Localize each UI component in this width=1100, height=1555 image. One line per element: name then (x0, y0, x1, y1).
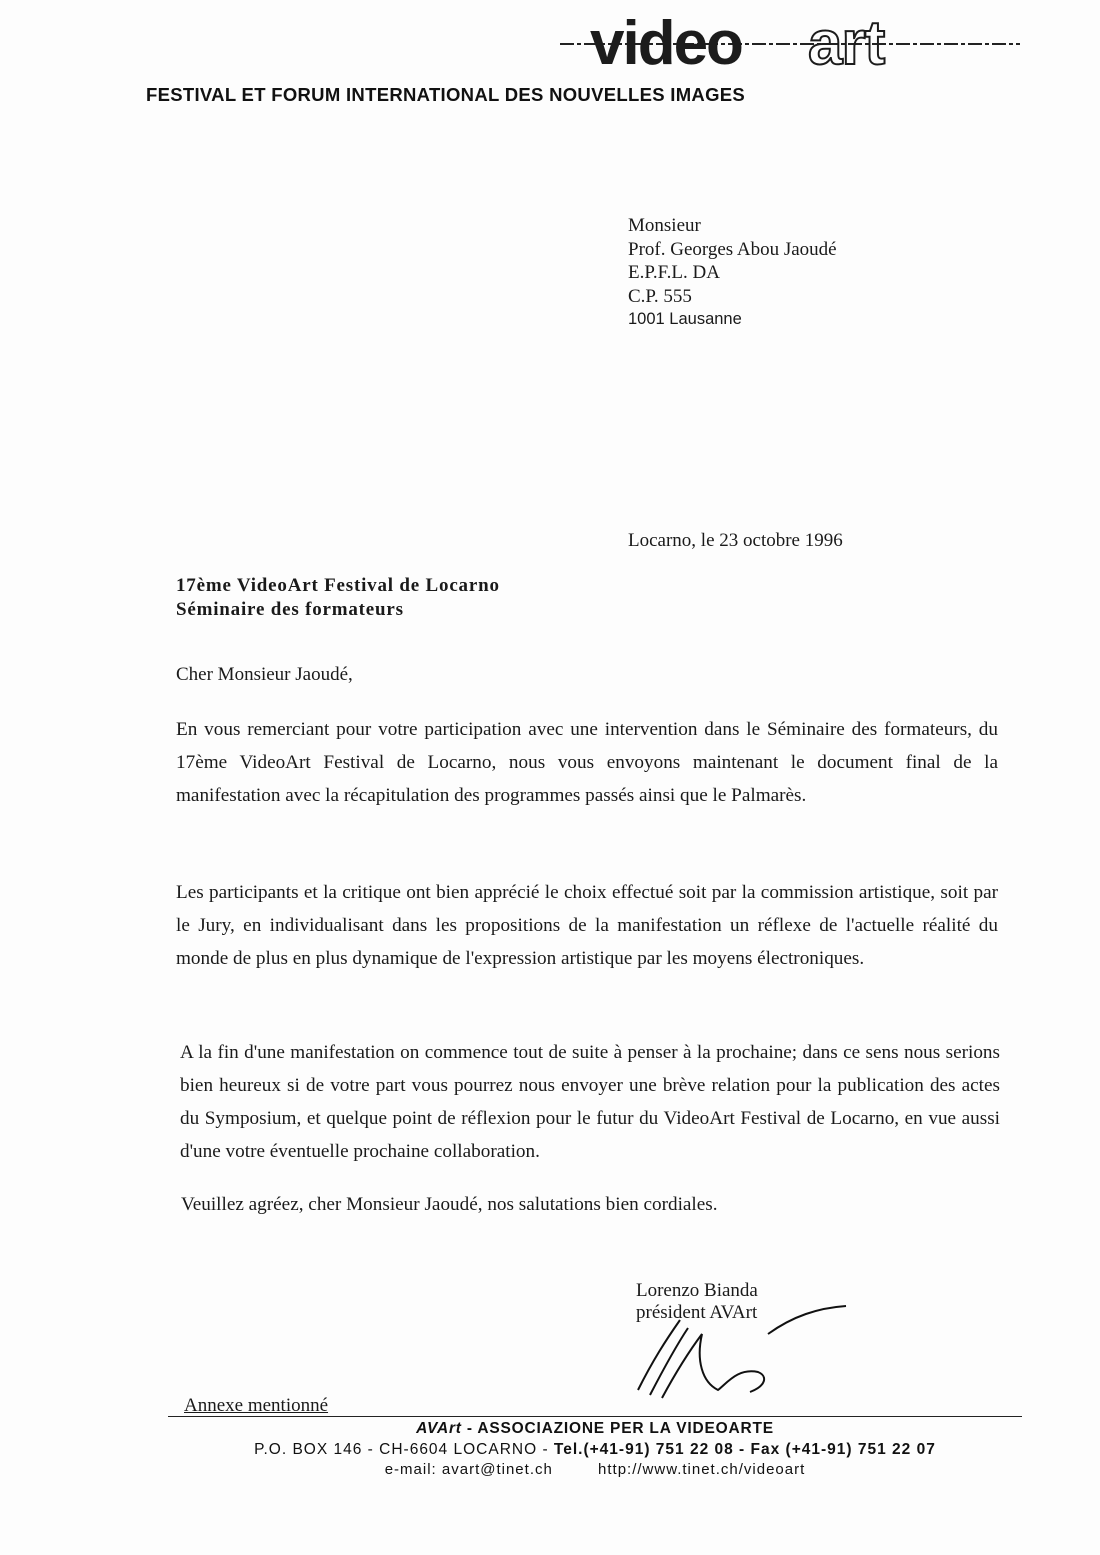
recipient-line: E.P.F.L. DA (628, 262, 720, 283)
footer-organisation (168, 1418, 1022, 1440)
footer-contact (168, 1440, 1022, 1460)
footer-online (168, 1460, 1022, 1480)
recipient-line: 1001 Lausanne (628, 310, 742, 328)
recipient-line: Prof. Georges Abou Jaoudé (628, 238, 837, 260)
subject-line: 17ème VideoArt Festival de Locarno (176, 575, 500, 596)
footer-address: P.O. BOX 146 - CH-6604 LOCARNO - (254, 1441, 554, 1458)
body-paragraph: En vous remerciant pour votre participation avec une intervention dans le Séminaire des formateurs, du 17ème VideoArt Festival de Locarno, nous vous envoyons maintenant le document final de la manifestation avec la récapitulation des programmes passés ainsi que le Palmarès. (176, 719, 998, 806)
handwritten-signature (618, 1290, 858, 1405)
recipient-address (628, 214, 837, 332)
subject-line: Séminaire des formateurs (176, 599, 404, 620)
footer (168, 1418, 1022, 1480)
annex-note: Annexe mentionné (184, 1395, 329, 1416)
videoart-logo (560, 14, 1020, 80)
body-paragraph: Les participants et la critique ont bien apprécié le choix effectué soit par la commission artistique, soit par le Jury, en individualisant dans les propositions de la manifestation un réflexe de l'actuelle réalité du monde de plus en plus dynamique de l'expression artistique par les moyens électroniques. (176, 882, 998, 969)
closing-paragraph: Veuillez agréez, cher Monsieur Jaoudé, nos salutations bien cordiales. (181, 1194, 718, 1215)
letterhead-subtitle: FESTIVAL ET FORUM INTERNATIONAL DES NOUVELLES IMAGES (146, 84, 746, 105)
date-line: Locarno, le 23 octobre 1996 (628, 530, 843, 551)
svg-text:video: video (590, 14, 742, 78)
subject-block (176, 574, 500, 622)
signatory-title: président AVArt (636, 1302, 758, 1323)
recipient-line: Monsieur (628, 215, 701, 236)
footer-org-prefix: AVArt (416, 1420, 462, 1437)
footer-phone-fax: Tel.(+41-91) 751 22 08 - Fax (+41-91) 751 22 07 (553, 1441, 936, 1458)
footer-website[interactable]: http://www.tinet.ch/videoart (598, 1461, 806, 1478)
footer-email[interactable]: e-mail: avart@tinet.ch (384, 1461, 553, 1478)
footer-divider (168, 1416, 1022, 1417)
salutation: Cher Monsieur Jaoudé, (176, 664, 353, 685)
signatory-name: Lorenzo Bianda (636, 1280, 758, 1301)
svg-text:art: art (808, 14, 885, 78)
footer-org-name: - ASSOCIAZIONE PER LA VIDEOARTE (461, 1420, 774, 1437)
body-paragraph: A la fin d'une manifestation on commence tout de suite à penser à la prochaine; dans ce sens nous serions bien heureux si de votre part vous pourrez nous envoyer une brève relation pour la publication des actes du Symposium, et quelque point de réflexion pour le futur du VideoArt Festival de Locarno, en vue aussi d'une votre éventuelle prochaine collaboration. (180, 1042, 1000, 1162)
recipient-line: C.P. 555 (628, 285, 692, 307)
